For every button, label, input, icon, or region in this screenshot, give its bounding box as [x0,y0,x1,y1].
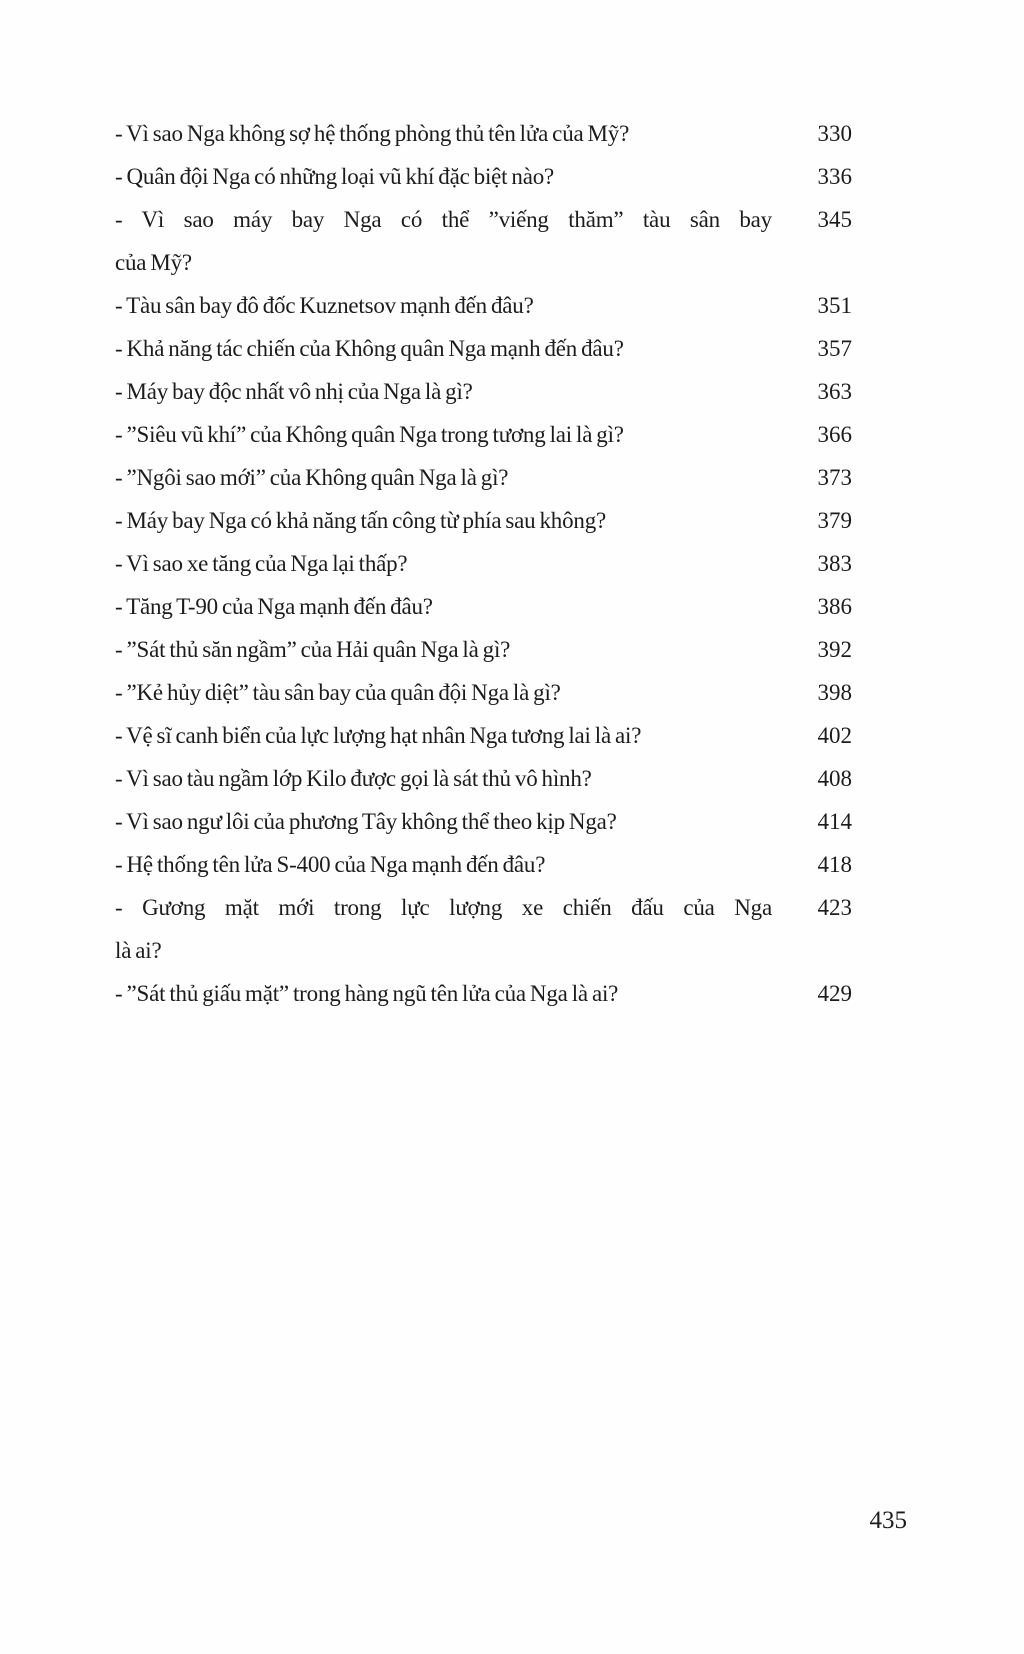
toc-entry-page-number: 379 [817,508,852,533]
toc-entry-line: - ”Sát thủ săn ngầm” của Hải quân Nga là gì? [115,637,511,662]
toc-entry-page-number: 429 [817,981,852,1006]
toc-entry-line: - Hệ thống tên lửa S-400 của Nga mạnh đến đâu? [115,852,546,877]
toc-entry-title [115,155,772,198]
toc-entry [115,757,852,800]
toc-entry-title [115,284,772,327]
toc-entry-page-number: 402 [817,723,852,748]
toc-entry-page-number: 351 [817,293,852,318]
toc-entry-page-number: 366 [817,422,852,447]
toc-entry-title [115,972,772,1015]
toc-entry [115,370,852,413]
toc-entry-title [115,843,772,886]
toc-entry [115,886,852,972]
toc-entry-line: - ”Sát thủ giấu mặt” trong hàng ngũ tên lửa của Nga là ai? [115,981,619,1006]
toc-entry-page-number: 330 [817,121,852,146]
table-of-contents [115,112,852,1015]
toc-entry-title [115,800,772,843]
toc-entry [115,800,852,843]
toc-entry-page-number: 408 [817,766,852,791]
toc-entry-page-number: 363 [817,379,852,404]
toc-entry-page-number: 373 [817,465,852,490]
toc-entry-title [115,542,772,585]
toc-entry-page-number: 336 [817,164,852,189]
toc-entry-page-number: 383 [817,551,852,576]
toc-entry-line: - Vì sao xe tăng của Nga lại thấp? [115,551,408,576]
toc-entry-page-number: 398 [817,680,852,705]
toc-entry-title [115,198,772,284]
toc-entry [115,499,852,542]
toc-entry [115,714,852,757]
toc-entry-title [115,886,772,972]
toc-entry [115,585,852,628]
toc-entry [115,413,852,456]
toc-entry [115,198,852,284]
toc-entry [115,542,852,585]
toc-entry-line: - ”Siêu vũ khí” của Không quân Nga trong tương lai là gì? [115,422,624,447]
toc-entry [115,671,852,714]
toc-entry-title [115,499,772,542]
toc-entry-line: - Quân đội Nga có những loại vũ khí đặc biệt nào? [115,164,555,189]
toc-entry-line: - Máy bay Nga có khả năng tấn công từ phía sau không? [115,508,607,533]
toc-entry-title [115,327,772,370]
toc-entry-title [115,714,772,757]
toc-entry-page-number: 345 [817,207,852,232]
toc-entry-line: - Máy bay độc nhất vô nhị của Nga là gì? [115,379,473,404]
toc-entry-line: - Tàu sân bay đô đốc Kuznetsov mạnh đến đâu? [115,293,534,318]
footer-page-number: 435 [869,1507,907,1534]
toc-entry [115,112,852,155]
toc-entry-title [115,628,772,671]
toc-entry [115,155,852,198]
toc-entry-title [115,757,772,800]
toc-entry-line: - Vệ sĩ canh biển của lực lượng hạt nhân Nga tương lai là ai? [115,723,642,748]
toc-entry-line: - Vì sao máy bay Nga có thể ”viếng thăm” tàu sân bay [115,207,772,232]
toc-entry-line: của Mỹ? [115,250,192,275]
toc-entry-page-number: 418 [817,852,852,877]
toc-entry-line: - Vì sao Nga không sợ hệ thống phòng thủ tên lửa của Mỹ? [115,121,630,146]
toc-entry-line: - Gương mặt mới trong lực lượng xe chiến đấu của Nga [115,895,772,920]
toc-entry [115,284,852,327]
toc-entry-line: - ”Ngôi sao mới” của Không quân Nga là gì? [115,465,509,490]
toc-entry [115,628,852,671]
toc-entry-title [115,370,772,413]
toc-entry-page-number: 386 [817,594,852,619]
toc-entry [115,327,852,370]
toc-entry-page-number: 392 [817,637,852,662]
toc-entry-line: - ”Kẻ hủy diệt” tàu sân bay của quân đội Nga là gì? [115,680,561,705]
toc-entry-title [115,671,772,714]
toc-entry-title [115,413,772,456]
toc-entry [115,456,852,499]
toc-entry-line: - Vì sao ngư lôi của phương Tây không thể theo kịp Nga? [115,809,617,834]
toc-entry-title [115,456,772,499]
toc-entry-page-number: 357 [817,336,852,361]
toc-entry-line: là ai? [115,938,162,963]
toc-entry-title [115,112,772,155]
toc-entry-page-number: 423 [817,895,852,920]
toc-entry [115,843,852,886]
toc-entry [115,972,852,1015]
toc-entry-page-number: 414 [817,809,852,834]
toc-entry-line: - Khả năng tác chiến của Không quân Nga mạnh đến đâu? [115,336,624,361]
toc-entry-line: - Tăng T-90 của Nga mạnh đến đâu? [115,594,433,619]
toc-entry-title [115,585,772,628]
toc-entry-line: - Vì sao tàu ngầm lớp Kilo được gọi là sát thủ vô hình? [115,766,592,791]
